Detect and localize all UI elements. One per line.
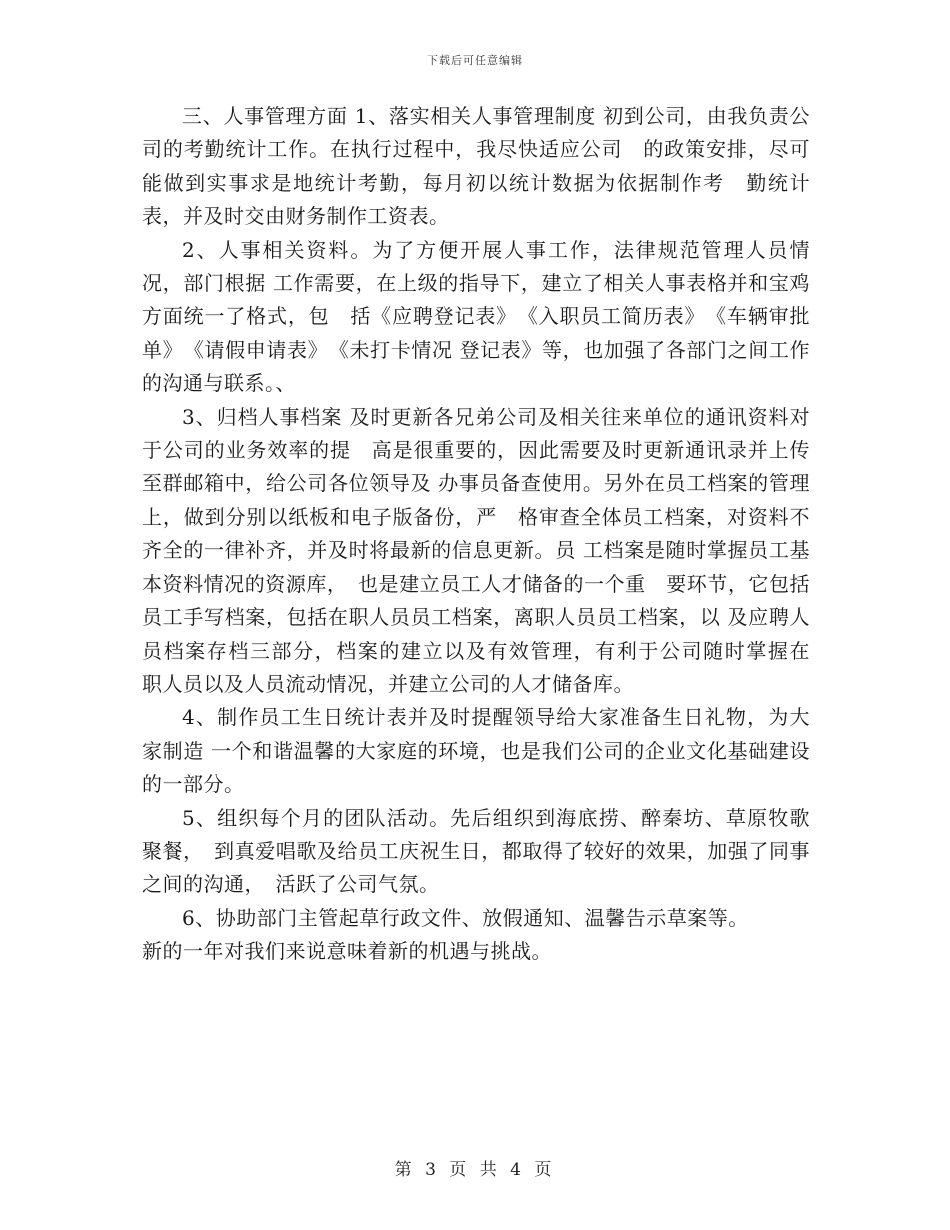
- paragraph-drafting: 6、协助部门主管起草行政文件、放假通知、温馨告示草案等。: [182, 905, 749, 930]
- page-header: 下载后可任意编辑: [427, 54, 523, 67]
- paragraph-hr-materials: 2、人事相关资料。为了方便开展人事工作，法律规范管理人员情况，部门根据 工作需要，在上级的指导下，建立了相关人事表格并和宝鸡方面统一了格式，包 括《应聘登记表》 《入职员工简历表》 《车辆审批单》 《请假申请表》 《未打卡情况 登记表》等，也加强了各部门之间工作的沟通与联系。、: [142, 237, 810, 396]
- paragraph-team-activities: 5、组织每个月的团队活动。先后组织到海底捞、醉秦坊、草原牧歌聚餐， 到真爱唱歌及给员工庆祝生日，都取得了较好的效果，加强了同事之间的沟通， 活跃了公司气氛。: [142, 805, 810, 897]
- paragraph-birthday: 4、制作员工生日统计表并及时提醒领导给大家准备生日礼物，为大家制造 一个和谐温馨的大家庭的环境，也是我们公司的企业文化基础建设的一部分。: [142, 705, 810, 797]
- paragraph-new-year: 新的一年对我们来说意味着新的机遇与挑战。: [142, 939, 552, 964]
- page-number-footer: 第 3 页 共 4 页: [394, 1160, 556, 1180]
- paragraph-archive: 3、归档人事档案 及时更新各兄弟公司及相关往来单位的通讯资料对于公司的业务效率的提 高是很重要的，因此需要及时更新通讯录并上传至群邮箱中，给公司各位领导及 办事员备查使用。另外在员工档案的管理上，做到分别以纸板和电子版备份，严 格审查全体员工档案，对资料不齐全的一律补齐，并及时将最新的信息更新。员 工档案是随时掌握员工基本资料情况的资源库， 也是建立员工人才储备的一个重 要环节，它包括员工手写档案，包括在职人员员工档案，离职人员员工档案，以 及应聘人员档案存档三部分，档案的建立以及有效管理，有利于公司随时掌握在 职人员以及人员流动情况，并建立公司的人才储备库。: [142, 404, 831, 696]
- document-body: [142, 100, 831, 969]
- paragraph-hr-management: 三、人事管理方面 1、落实相关人事管理制度 初到公司，由我负责公司的考勤统计工作。在执行过程中，我尽快适应公司 的政策安排，尽可能做到实事求是地统计考勤，每月初以统计数据为依据制作考 勤统计表，并及时交由财务制作工资表。: [142, 104, 810, 229]
